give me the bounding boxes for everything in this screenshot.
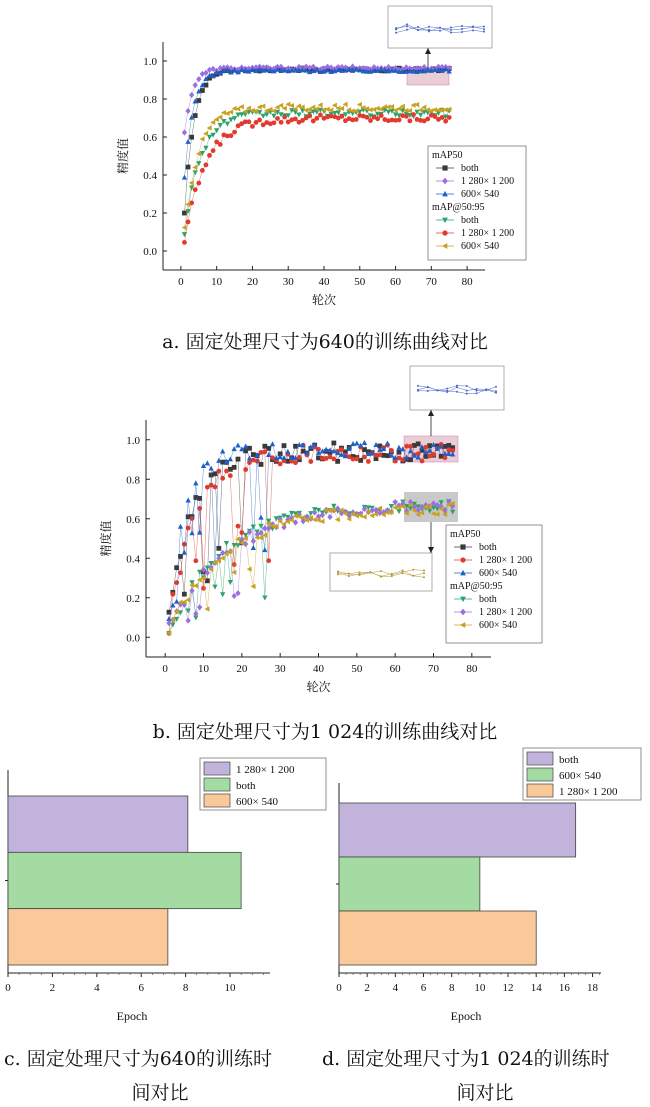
data-point	[354, 456, 359, 461]
bar	[339, 911, 536, 965]
legend-swatch	[527, 768, 553, 781]
x-tick-label: 0	[5, 982, 11, 994]
x-tick-label: 30	[282, 276, 294, 288]
data-point	[339, 447, 344, 452]
chart-c	[5, 758, 326, 1023]
y-axis-label: 精度值	[116, 137, 130, 175]
x-tick-label: 60	[389, 663, 401, 675]
data-point	[193, 82, 198, 88]
legend-label: 600× 540	[236, 796, 278, 808]
caption-c-line2: 间对比	[131, 1082, 189, 1104]
data-point	[257, 104, 262, 109]
data-point	[203, 146, 208, 151]
data-point	[375, 116, 380, 121]
data-point	[440, 115, 445, 120]
data-point	[182, 240, 187, 245]
data-point	[251, 538, 256, 544]
bar	[8, 796, 188, 852]
x-tick-label: 2	[364, 982, 370, 994]
x-tick-label: 10	[198, 663, 209, 675]
data-point	[228, 580, 233, 585]
data-point	[251, 545, 256, 550]
x-tick-label: 0	[162, 663, 168, 675]
data-point	[318, 113, 323, 118]
data-point	[278, 461, 283, 466]
data-point	[228, 456, 233, 461]
y-tick-label: 0.8	[143, 94, 157, 106]
legend-label: both	[559, 754, 579, 766]
data-point	[224, 469, 229, 474]
legend	[200, 758, 326, 810]
legend-group-label: mAP@50:95	[450, 581, 503, 592]
data-point	[275, 116, 280, 121]
x-tick-label: 10	[211, 276, 223, 288]
series-3	[182, 108, 452, 238]
data-point	[262, 595, 267, 600]
data-point	[327, 514, 332, 520]
data-point	[279, 120, 284, 125]
data-point	[216, 546, 221, 551]
data-point	[239, 530, 244, 535]
data-point	[314, 116, 319, 121]
data-point	[366, 459, 371, 464]
x-tick-label: 2	[49, 982, 56, 994]
data-point	[272, 120, 277, 125]
bar	[8, 852, 241, 908]
zoom-inset	[410, 366, 504, 436]
data-point	[258, 515, 263, 520]
data-point	[332, 103, 337, 108]
data-point	[189, 530, 194, 535]
legend-series-label: 600× 540	[479, 568, 518, 579]
data-point	[270, 441, 275, 446]
data-point	[196, 181, 201, 186]
data-point	[282, 115, 287, 120]
legend	[523, 748, 641, 800]
legend-series-label: both	[461, 163, 479, 174]
legend-label: 600× 540	[559, 770, 601, 782]
legend-marker	[460, 557, 465, 562]
data-point	[228, 473, 233, 478]
data-point	[331, 456, 336, 461]
legend-swatch	[204, 794, 230, 807]
data-point	[243, 467, 248, 472]
legend-group-label: mAP@50:95	[432, 202, 485, 213]
y-tick-label: 0.0	[126, 632, 140, 645]
data-point	[221, 110, 226, 115]
data-point	[211, 148, 216, 153]
data-point	[174, 580, 179, 585]
data-point	[343, 102, 348, 107]
x-tick-label: 8	[448, 982, 455, 994]
legend-group-label: mAP50	[450, 529, 481, 540]
data-point	[182, 592, 187, 597]
data-point	[293, 460, 298, 465]
legend-swatch	[527, 784, 553, 797]
x-axis-label: 轮次	[311, 293, 337, 307]
data-point	[210, 120, 215, 125]
data-point	[262, 547, 267, 552]
series-2	[166, 440, 455, 621]
x-tick-label: 40	[318, 276, 330, 288]
data-point	[296, 112, 301, 117]
legend-label: 1 280× 1 200	[236, 764, 295, 776]
data-point	[354, 441, 359, 446]
data-point	[335, 517, 340, 522]
x-tick-label: 40	[313, 663, 324, 675]
legend-label: both	[236, 780, 256, 792]
data-point	[204, 162, 209, 167]
data-point	[212, 585, 217, 590]
data-point	[447, 115, 452, 120]
caption-d-line2: 间对比	[456, 1082, 514, 1104]
data-point	[331, 441, 336, 446]
data-point	[186, 617, 191, 623]
data-point	[225, 122, 230, 127]
legend-series-label: 1 280× 1 200	[461, 228, 515, 239]
data-point	[170, 592, 175, 597]
data-point	[193, 480, 198, 485]
zoom-inset	[388, 6, 492, 68]
legend-series-label: 600× 540	[461, 189, 500, 200]
data-point	[203, 131, 208, 136]
data-point	[220, 592, 225, 597]
data-point	[178, 570, 183, 575]
x-tick-label: 0	[336, 982, 342, 994]
y-axis-label: 精度值	[99, 520, 113, 557]
data-point	[189, 135, 194, 140]
data-point	[185, 108, 190, 114]
data-point	[339, 114, 344, 119]
x-tick-label: 60	[390, 276, 402, 288]
data-point	[404, 114, 409, 119]
x-tick-label: 70	[425, 276, 437, 288]
bar	[339, 803, 576, 857]
x-tick-label: 10	[224, 982, 236, 994]
data-point	[186, 497, 191, 502]
data-point	[443, 455, 448, 460]
inset-arrowhead	[425, 48, 431, 54]
data-point	[207, 153, 212, 158]
x-tick-label: 8	[182, 982, 189, 994]
data-point	[392, 505, 397, 510]
data-point	[377, 452, 382, 457]
inset-arrowhead	[428, 547, 434, 553]
y-tick-label: 1.0	[126, 434, 140, 447]
data-point	[408, 444, 413, 449]
legend	[428, 146, 526, 260]
y-tick-label: 0.6	[143, 132, 157, 144]
x-tick-label: 12	[502, 982, 514, 994]
data-point	[216, 469, 221, 474]
data-point	[443, 119, 448, 124]
data-point	[174, 599, 179, 604]
data-point	[250, 124, 255, 129]
data-point	[418, 113, 423, 118]
data-point	[259, 462, 264, 467]
y-tick-label: 0.4	[143, 170, 157, 182]
x-tick-label: 20	[246, 276, 258, 288]
legend-series-label: 1 280× 1 200	[479, 607, 533, 618]
caption-c-line1: c. 固定处理尺寸为640的训练时	[4, 1048, 272, 1070]
data-point	[182, 225, 187, 230]
data-point	[407, 118, 412, 123]
data-point	[411, 103, 416, 108]
data-point	[285, 449, 290, 454]
data-point	[246, 119, 251, 124]
x-tick-label: 80	[466, 663, 478, 675]
x-tick-label: 14	[530, 982, 542, 994]
legend-marker	[442, 165, 447, 170]
data-point	[196, 76, 201, 82]
y-tick-label: 0.2	[126, 592, 140, 605]
data-point	[262, 449, 267, 454]
x-tick-label: 18	[587, 982, 599, 994]
data-point	[357, 102, 362, 107]
data-point	[379, 113, 384, 118]
data-point	[220, 448, 225, 453]
data-point	[218, 123, 223, 128]
x-axis-label: Epoch	[450, 1009, 482, 1023]
x-tick-label: 70	[428, 663, 439, 675]
data-point	[354, 117, 359, 122]
legend-series-label: 600× 540	[461, 241, 500, 252]
x-axis-label: Epoch	[116, 1009, 148, 1023]
x-tick-label: 50	[354, 276, 366, 288]
x-tick-label: 16	[558, 982, 570, 994]
x-tick-label: 50	[351, 663, 363, 675]
y-tick-label: 0.6	[126, 513, 140, 526]
zoom-inset-2	[330, 522, 434, 591]
data-point	[235, 442, 240, 447]
legend-series-label: 1 280× 1 200	[479, 555, 533, 566]
legend-marker	[442, 230, 447, 235]
x-tick-label: 6	[138, 982, 144, 994]
bar	[339, 857, 480, 911]
legend-swatch	[204, 778, 230, 791]
legend-swatch	[527, 752, 553, 765]
x-tick-label: 4	[94, 982, 100, 994]
data-point	[193, 113, 198, 118]
y-tick-label: 0.8	[126, 474, 140, 487]
x-tick-label: 20	[236, 663, 248, 675]
data-point	[182, 211, 187, 216]
data-point	[236, 457, 241, 462]
caption-b: b. 固定处理尺寸为1 024的训练曲线对比	[152, 721, 498, 743]
y-tick-label: 0.2	[143, 208, 157, 220]
data-point	[201, 463, 206, 468]
data-point	[189, 92, 194, 98]
data-point	[416, 441, 421, 446]
data-point	[425, 117, 430, 122]
series-0	[182, 66, 452, 216]
x-tick-label: 0	[178, 276, 184, 288]
data-point	[365, 115, 370, 120]
x-tick-label: 10	[474, 982, 486, 994]
legend-swatch	[204, 762, 230, 775]
caption-d-line1: d. 固定处理尺寸为1 024的训练时	[322, 1048, 610, 1070]
data-point	[368, 118, 373, 123]
caption-a: a. 固定处理尺寸为640的训练曲线对比	[162, 331, 488, 353]
series-4	[182, 112, 452, 245]
data-point	[197, 604, 202, 610]
data-point	[220, 476, 225, 481]
legend-series-label: 600× 540	[479, 620, 518, 631]
x-tick-label: 80	[461, 276, 473, 288]
data-point	[200, 168, 205, 173]
legend-series-label: both	[479, 594, 497, 605]
legend-series-label: both	[461, 215, 479, 226]
data-point	[308, 459, 313, 464]
data-point	[178, 524, 183, 529]
data-point	[236, 524, 241, 529]
data-point	[396, 445, 401, 450]
legend-series-label: 1 280× 1 200	[461, 176, 515, 187]
x-tick-label: 6	[420, 982, 427, 994]
data-point	[261, 114, 266, 119]
data-point	[293, 116, 298, 121]
x-tick-label: 4	[392, 982, 399, 994]
legend	[446, 525, 542, 643]
x-axis-label: 轮次	[306, 680, 331, 694]
y-tick-label: 0.0	[143, 246, 157, 258]
chart-d	[336, 748, 641, 1023]
data-point	[307, 113, 312, 118]
y-tick-label: 0.4	[126, 553, 140, 566]
data-point	[218, 142, 223, 147]
data-point	[362, 440, 367, 445]
data-point	[257, 117, 262, 122]
data-point	[282, 443, 287, 448]
series-line	[185, 110, 450, 234]
data-point	[182, 175, 187, 180]
series-1	[167, 442, 455, 636]
legend-label: 1 280× 1 200	[559, 786, 618, 798]
data-point	[207, 125, 212, 130]
data-point	[224, 541, 229, 546]
data-point	[213, 485, 218, 490]
data-point	[385, 440, 390, 445]
bar	[8, 909, 168, 965]
inset-arrowhead	[428, 410, 434, 416]
y-tick-label: 1.0	[143, 56, 157, 68]
data-point	[193, 187, 198, 192]
legend-series-label: both	[479, 542, 497, 553]
legend-marker	[460, 544, 465, 549]
data-point	[229, 133, 234, 138]
data-point	[397, 118, 402, 123]
data-point	[182, 129, 187, 135]
data-point	[186, 165, 191, 170]
x-tick-label: 30	[274, 663, 286, 675]
chart-b	[98, 366, 542, 694]
chart-a	[115, 6, 526, 307]
series-line	[185, 68, 450, 213]
data-point	[186, 220, 191, 225]
data-point	[232, 465, 237, 470]
data-point	[193, 558, 198, 563]
legend-group-label: mAP50	[432, 150, 463, 161]
data-point	[232, 130, 237, 135]
data-point	[205, 460, 210, 465]
data-point	[297, 455, 302, 460]
